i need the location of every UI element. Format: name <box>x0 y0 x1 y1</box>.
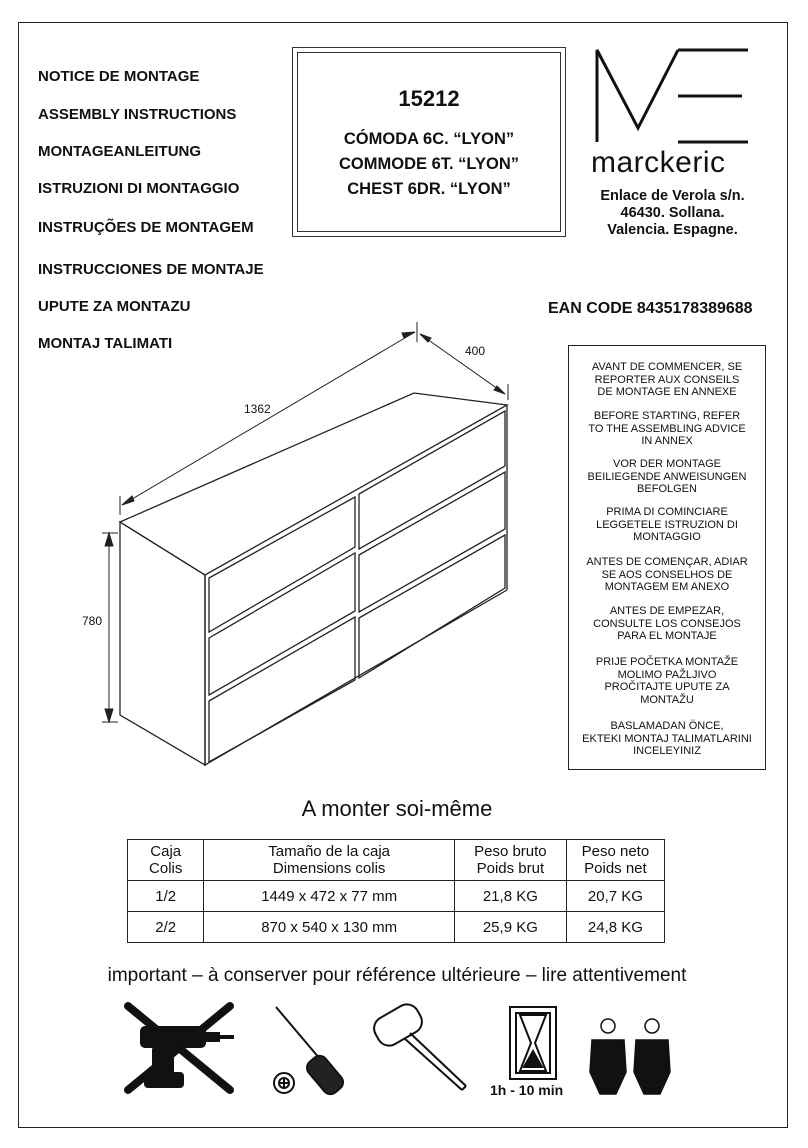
hourglass-icon <box>508 1005 558 1081</box>
drawer-right-3 <box>359 535 505 678</box>
advice-hr: PRIJE POČETKA MONTAŽE MOLIMO PAŽLJIVO PROČITAJTE UPUTE ZA MONTAŽU <box>595 656 739 706</box>
advice-de: VOR DER MONTAGE BEILIEGENDE ANWEISUNGEN BEFOLGEN <box>587 458 747 495</box>
mallet-icon <box>364 1000 474 1100</box>
chest-top-surface <box>120 393 507 575</box>
product-name-es: CÓMODA 6C. “LYON” <box>343 130 515 148</box>
table-row <box>128 881 665 912</box>
dimension-width-label: 1362 <box>244 402 271 416</box>
table-cell: 1449 x 472 x 77 mm <box>204 881 455 912</box>
table-cell: 24,8 KG <box>566 912 664 943</box>
table-header-cell: Tamaño de la caja Dimensions colis <box>204 840 455 881</box>
two-persons-icon <box>586 1016 676 1096</box>
drawer-right-2 <box>359 472 505 612</box>
drawer-right-1 <box>359 411 505 549</box>
no-power-drill-icon <box>118 1000 238 1096</box>
lang-title-hr: UPUTE ZA MONTAZU <box>38 298 191 315</box>
self-assembly-title: A monter soi-même <box>301 796 493 821</box>
address-line-3: Valencia. Espagne. <box>607 222 738 238</box>
lang-title-it: ISTRUZIONI DI MONTAGGIO <box>38 180 240 197</box>
table-header-cell: Peso bruto Poids brut <box>454 840 566 881</box>
lang-title-pt: INSTRUÇÕES DE MONTAGEM <box>38 219 254 236</box>
advice-pt: ANTES DE COMENÇAR, ADIAR SE AOS CONSELHOS DE MONTAGEM EM ANEXO <box>586 556 748 593</box>
table-cell: 20,7 KG <box>566 881 664 912</box>
product-name-fr: COMMODE 6T. “LYON” <box>339 155 519 173</box>
advice-tr: BASLAMADAN ÖNCE, EKTEKI MONTAJ TALIMATLARINI INCELEYINIZ <box>582 720 752 757</box>
screwdriver-icon <box>262 1003 362 1103</box>
dimension-line-width <box>122 332 415 505</box>
important-notice: important – à conserver pour référence ultérieure – lire attentivement <box>107 965 687 986</box>
table-cell: 25,9 KG <box>454 912 566 943</box>
table-header-row <box>128 840 665 881</box>
lang-title-tr: MONTAJ TALIMATI <box>38 335 173 352</box>
table-cell: 1/2 <box>128 881 204 912</box>
address-line-1: Enlace de Verola s/n. <box>600 188 745 204</box>
table-header-cell: Peso neto Poids net <box>566 840 664 881</box>
brand-name: marckeric <box>591 146 726 179</box>
lang-title-fr: NOTICE DE MONTAGE <box>38 68 200 85</box>
table-header-cell: Caja Colis <box>128 840 204 881</box>
assembly-time: 1h - 10 min <box>490 1082 564 1098</box>
chest-front-outline <box>205 575 507 765</box>
table-cell: 2/2 <box>128 912 204 943</box>
table-row <box>128 912 665 943</box>
advice-fr: AVANT DE COMMENCER, SE REPORTER AUX CONSEILS DE MONTAGE EN ANNEXE <box>591 361 743 398</box>
dimension-depth-label: 400 <box>465 344 486 358</box>
advice-es: ANTES DE EMPEZAR, CONSULTE LOS CONSEJOS PARA EL MONTAJE <box>593 605 741 642</box>
drawer-left-2 <box>209 553 355 695</box>
advice-it: PRIMA DI COMINCIARE LEGGETELE ISTRUZION DI MONTAGGIO <box>596 506 738 543</box>
dimension-line-depth <box>420 334 505 394</box>
lang-title-de: MONTAGEANLEITUNG <box>38 143 202 160</box>
table-cell: 870 x 540 x 130 mm <box>204 912 455 943</box>
dimension-height-label: 780 <box>82 614 103 628</box>
address-line-2: 46430. Sollana. <box>620 205 725 221</box>
lang-title-en: ASSEMBLY INSTRUCTIONS <box>38 106 237 123</box>
advice-en: BEFORE STARTING, REFER TO THE ASSEMBLING ADVICE IN ANNEX <box>588 410 746 447</box>
table-cell: 21,8 KG <box>454 881 566 912</box>
drawer-left-1 <box>209 497 355 632</box>
package-table <box>127 839 665 943</box>
lang-title-es: INSTRUCCIONES DE MONTAJE <box>38 261 264 278</box>
chest-side-panel <box>120 522 205 765</box>
product-name-en: CHEST 6DR. “LYON” <box>347 180 511 198</box>
ean-code: EAN CODE 8435178389688 <box>548 300 753 317</box>
product-reference: 15212 <box>398 86 460 111</box>
drawer-left-3 <box>209 617 355 762</box>
